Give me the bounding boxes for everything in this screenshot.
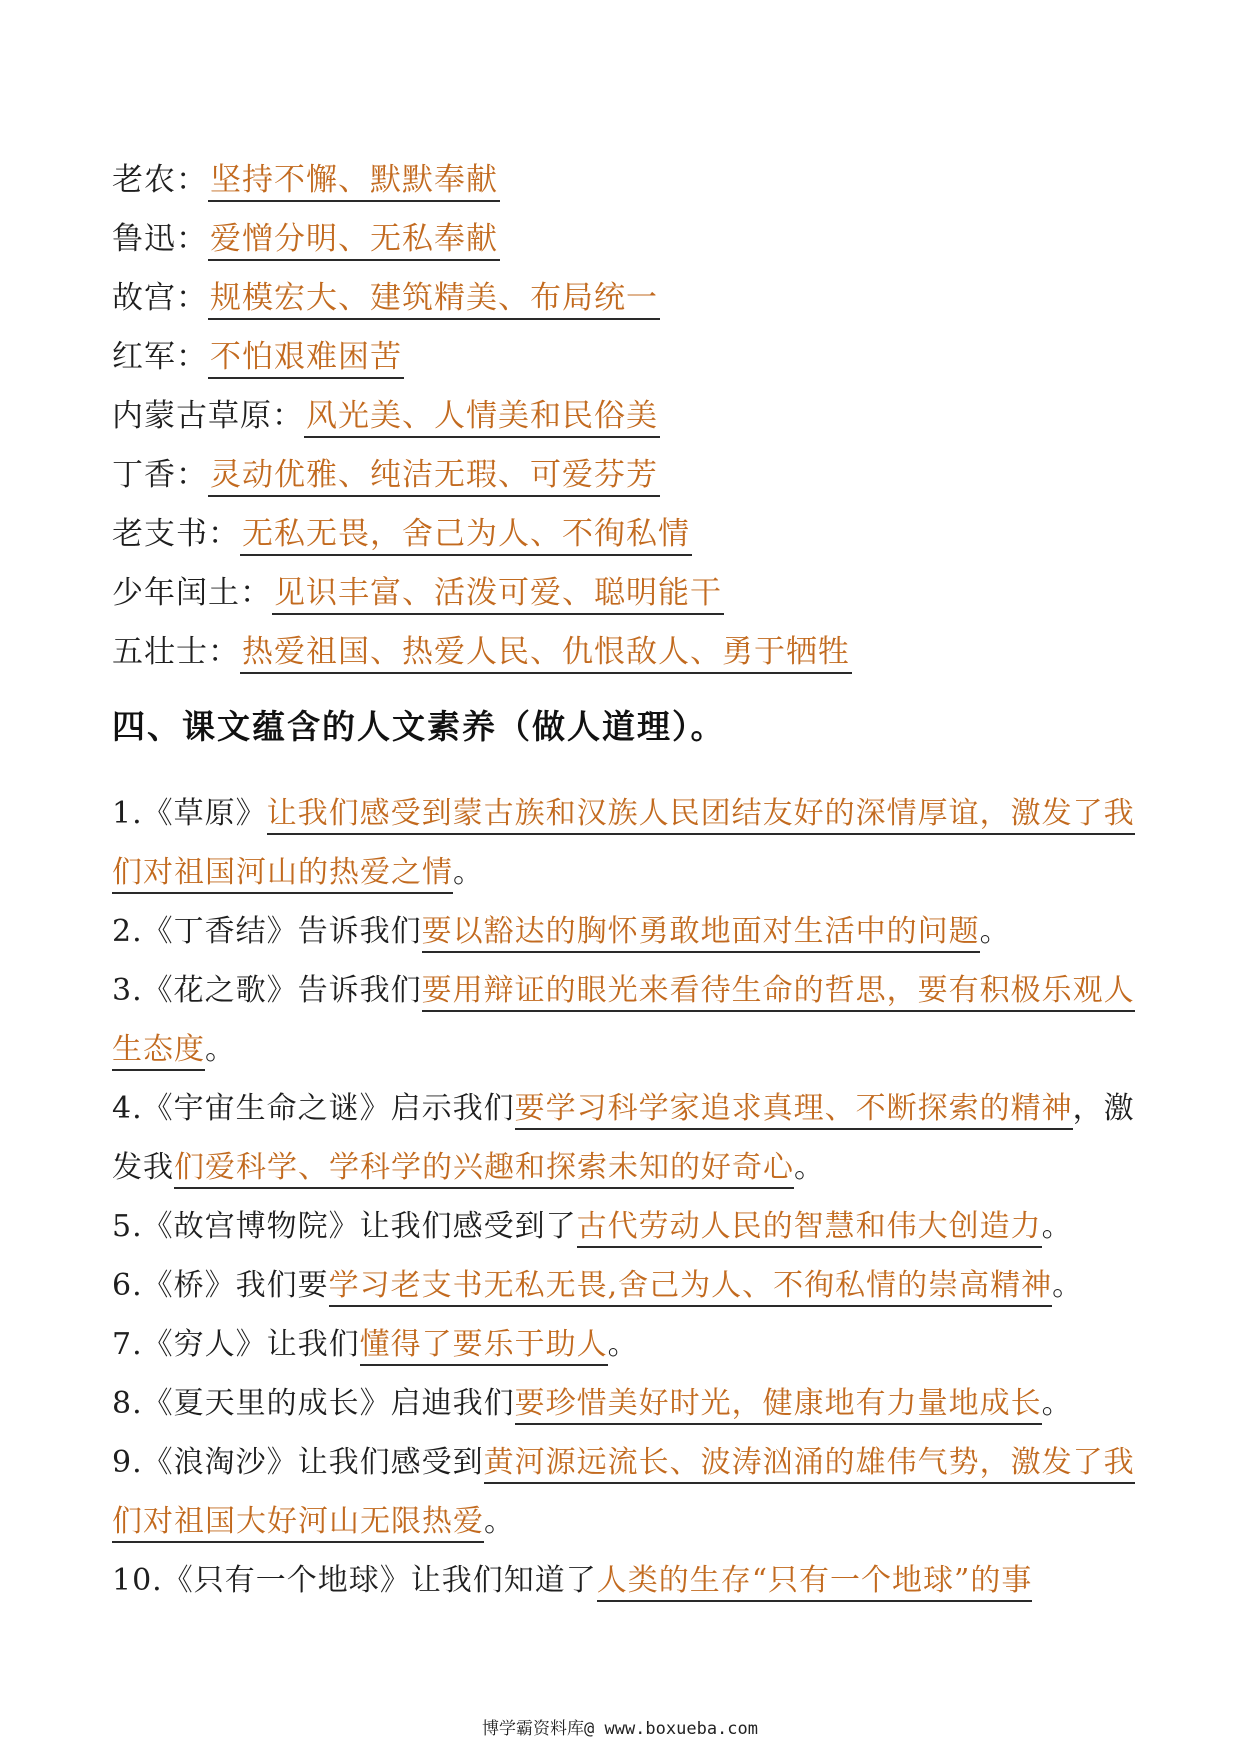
lesson-answer: 黄河源远流长、波涛汹涌的雄伟气势，激发了我们对祖国大好河山无限热爱: [112, 1445, 1135, 1543]
footer-watermark: 博学霸资料库@ www.boxueba.com: [482, 1719, 758, 1739]
lesson-answer: 古代劳动人民的智慧和伟大创造力: [577, 1209, 1042, 1248]
trait-item: [112, 396, 1142, 455]
lesson-answer: 学习老支书无私无畏,舍己为人、不徇私情的崇高精神: [329, 1268, 1053, 1307]
lesson-prefix: 8.《夏天里的成长》启迪我们: [112, 1386, 515, 1421]
lesson-prefix: 9.《浪淘沙》让我们感受到: [112, 1445, 484, 1480]
trait-answer: 坚持不懈、默默奉献: [208, 162, 500, 202]
lesson-item: [112, 902, 1142, 961]
lesson-prefix: 3.《花之歌》告诉我们: [112, 973, 422, 1008]
lesson-item: [112, 784, 1142, 902]
lesson-item: [112, 1433, 1142, 1551]
lesson-item: [112, 1374, 1142, 1433]
lesson-answer-continued: 们爱科学、学科学的兴趣和探索未知的好奇心: [174, 1150, 794, 1189]
lesson-answer: 要学习科学家追求真理、不断探索的精神: [515, 1091, 1073, 1130]
trait-answer: 无私无畏，舍己为人、不徇私情: [240, 516, 692, 556]
trait-name: 鲁迅：: [112, 221, 208, 257]
trait-answer: 不怕艰难困苦: [208, 339, 404, 379]
lesson-prefix: 1.《草原》: [112, 796, 267, 831]
trait-answer: 见识丰富、活泼可爱、聪明能干: [272, 575, 724, 615]
trait-item: [112, 455, 1142, 514]
trait-name: 老支书：: [112, 516, 240, 552]
lesson-item: [112, 1197, 1142, 1256]
lesson-suffix: 。: [607, 1327, 639, 1362]
trait-answer: 灵动优雅、纯洁无瑕、可爱芬芳: [208, 457, 660, 497]
trait-name: 丁香：: [112, 457, 208, 493]
trait-name: 老农：: [112, 162, 208, 198]
lesson-item: [112, 1256, 1142, 1315]
trait-item: [112, 278, 1142, 337]
lesson-prefix: 2.《丁香结》告诉我们: [112, 914, 422, 949]
lesson-suffix: 。: [794, 1150, 825, 1185]
lesson-answer: 要以豁达的胸怀勇敢地面对生活中的问题: [422, 914, 980, 953]
lesson-suffix: 。: [1041, 1386, 1073, 1421]
lesson-answer: 要珍惜美好时光，健康地有力量地成长: [515, 1386, 1042, 1425]
lesson-suffix: 。: [1041, 1209, 1073, 1244]
lesson-prefix: 6.《桥》我们要: [112, 1268, 329, 1303]
lesson-item: [112, 961, 1142, 1079]
lesson-suffix: 。: [979, 914, 1011, 949]
trait-item: [112, 337, 1142, 396]
lesson-answer: 懂得了要乐于助人: [360, 1327, 608, 1366]
trait-item: [112, 219, 1142, 278]
trait-answer: 风光美、人情美和民俗美: [304, 398, 660, 438]
trait-item: [112, 573, 1142, 632]
lesson-item: [112, 1315, 1142, 1374]
lesson-answer: 人类的生存“只有一个地球”的事: [597, 1563, 1033, 1602]
trait-name: 五壮士：: [112, 634, 240, 670]
trait-item: [112, 160, 1142, 219]
lesson-prefix: 4.《宇宙生命之谜》启示我们: [112, 1091, 515, 1126]
lesson-suffix: 。: [1052, 1268, 1084, 1303]
trait-answer: 热爱祖国、热爱人民、仇恨敌人、勇于牺牲: [240, 634, 852, 674]
lessons-list: [112, 784, 1142, 1610]
trait-name: 少年闰土：: [112, 575, 272, 611]
lesson-prefix: 5.《故宫博物院》让我们感受到了: [112, 1209, 577, 1244]
lesson-prefix: 7.《穷人》让我们: [112, 1327, 360, 1362]
trait-name: 红军：: [112, 339, 208, 375]
document-page: [112, 160, 1142, 1610]
lesson-item: [112, 1079, 1142, 1197]
lesson-suffix: 。: [205, 1032, 236, 1067]
trait-name: 故宫：: [112, 280, 208, 316]
lesson-answer: 要用辩证的眼光来看待生命的哲思，要有积极乐观人生态度: [112, 973, 1135, 1071]
section-heading: 四、课文蕴含的人文素养（做人道理）。: [112, 707, 726, 746]
lesson-middle: ，激发我: [112, 1091, 1135, 1185]
trait-item: [112, 632, 1142, 691]
lesson-suffix: 。: [484, 1504, 515, 1539]
lesson-suffix: 。: [453, 855, 484, 890]
lesson-item: [112, 1551, 1142, 1610]
trait-answer: 规模宏大、建筑精美、布局统一: [208, 280, 660, 320]
lesson-answer: 让我们感受到蒙古族和汉族人民团结友好的深情厚谊，激发了我们对祖国河山的热爱之情: [112, 796, 1135, 894]
lesson-prefix: 10.《只有一个地球》让我们知道了: [112, 1563, 597, 1598]
trait-answer: 爱憎分明、无私奉献: [208, 221, 500, 261]
trait-item: [112, 514, 1142, 573]
traits-list: [112, 160, 1142, 691]
trait-name: 内蒙古草原：: [112, 398, 304, 434]
